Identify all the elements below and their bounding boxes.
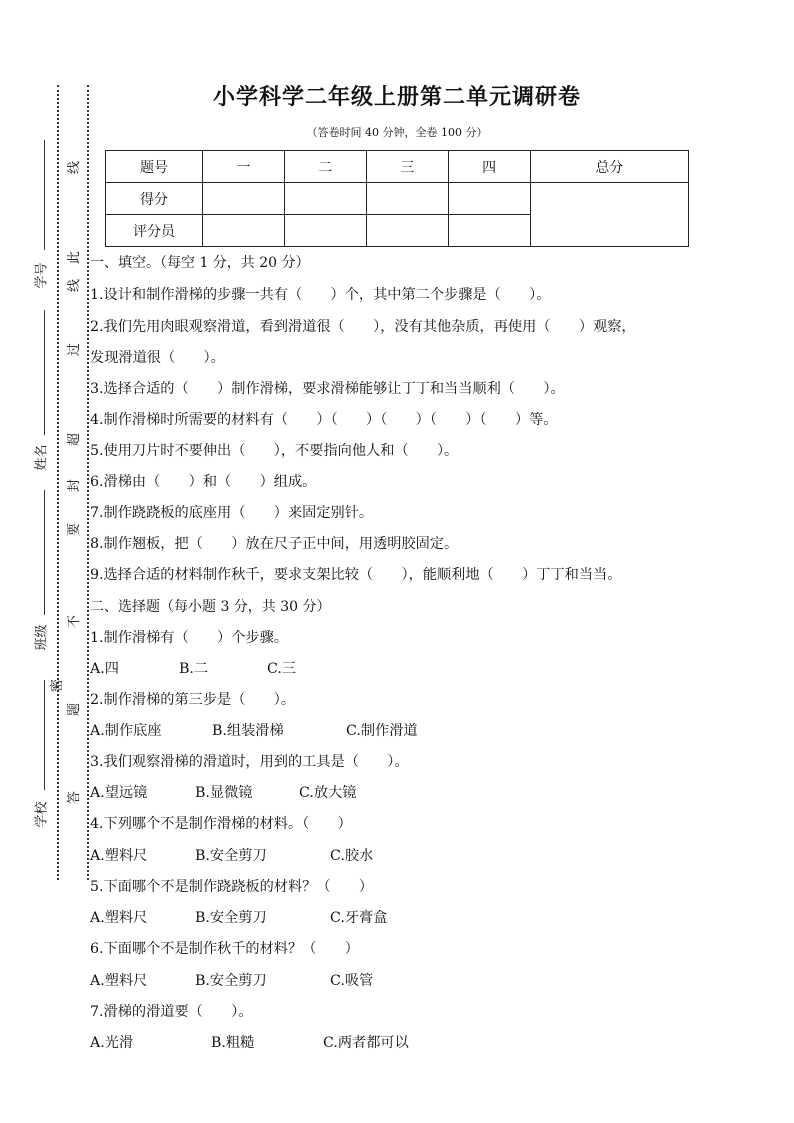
option-a[interactable]: A.望远镜 [90,785,148,801]
question-text: 4.制作滑梯时所需要的材料有（ ）（ ）（ ）（ ）（ ）等。 [90,412,558,428]
option-a[interactable]: A.四 [90,661,119,677]
score-header: 二 [284,151,366,183]
question-text: 3.选择合适的（ ）制作滑梯，要求滑梯能够让丁丁和当当顺利（ ）。 [90,381,565,397]
total-score-cell[interactable] [530,183,688,247]
field-line-class[interactable] [44,490,45,615]
option-b[interactable]: B.安全剪刀 [195,973,267,989]
score-header: 一 [203,151,285,183]
question-stem: 1.制作滑梯有（ ）个步骤。 [90,630,288,646]
score-header: 题号 [106,151,203,183]
field-line-name[interactable] [44,310,45,435]
question-text: 2.我们先用肉眼观察滑道，看到滑道很（ ），没有其他杂质，再使用（ ）观察， [90,319,636,335]
option-a[interactable]: A.塑料尺 [90,973,148,989]
option-b[interactable]: B.安全剪刀 [195,848,267,864]
option-a[interactable]: A.塑料尺 [90,848,148,864]
score-row-label: 得分 [106,183,203,215]
grader-cell[interactable] [448,215,530,247]
page-title: 小学科学二年级上册第二单元调研卷 [212,85,581,110]
score-table [105,150,689,247]
field-label-class: 班级 [34,624,50,651]
exam-info: （答卷时间 40 分钟，全卷 100 分） [306,126,488,139]
option-c[interactable]: C.三 [267,661,297,677]
binding-dotted-line-inner [87,85,89,880]
score-cell[interactable] [366,183,448,215]
question-stem: 4.下列哪个不是制作滑梯的材料。（ ） [90,816,352,832]
option-a[interactable]: A.塑料尺 [90,910,148,926]
question-text: 9.选择合适的材料制作秋千，要求支架比较（ ），能顺利地（ ）丁丁和当当。 [90,567,622,583]
binding-dotted-line-outer [57,85,59,880]
notice-char: 密 [50,678,66,693]
notice-char: 过 [67,342,83,357]
grader-cell[interactable] [284,215,366,247]
grader-cell[interactable] [203,215,285,247]
question-stem: 5.下面哪个不是制作跷跷板的材料？（ ） [90,879,374,895]
question-stem: 7.滑梯的滑道要（ ）。 [90,1004,253,1020]
score-cell[interactable] [203,183,285,215]
notice-char: 要 [67,522,83,537]
option-c[interactable]: C.牙膏盒 [330,910,388,926]
question-text: 发现滑道很（ ）。 [90,350,225,366]
notice-char: 线 [67,278,83,293]
score-header: 总分 [530,151,688,183]
option-b[interactable]: B.粗糙 [211,1035,255,1051]
notice-char: 线 [67,160,83,175]
score-header: 三 [366,151,448,183]
field-line-school[interactable] [44,680,45,790]
question-text: 6.滑梯由（ ）和（ ）组成。 [90,474,317,490]
notice-char: 答 [67,790,83,805]
question-stem: 3.我们观察滑梯的滑道时，用到的工具是（ ）。 [90,754,409,770]
score-cell[interactable] [448,183,530,215]
section-heading-fill-blank: 一、填空。（每空 1 分，共 20 分） [90,255,310,271]
score-header: 四 [448,151,530,183]
score-row-label: 评分员 [106,215,203,247]
option-c[interactable]: C.两者都可以 [323,1035,409,1051]
grader-cell[interactable] [366,215,448,247]
question-text: 7.制作跷跷板的底座用（ ）来固定别针。 [90,505,374,521]
section-heading-multiple-choice: 二、选择题（每小题 3 分，共 30 分） [90,599,331,615]
notice-char: 不 [67,614,83,629]
field-label-student-id: 学号 [34,262,50,289]
notice-char: 封 [67,478,83,493]
option-a[interactable]: A.制作底座 [90,723,162,739]
field-label-name: 姓名 [34,444,50,471]
option-b[interactable]: B.二 [179,661,209,677]
score-cell[interactable] [284,183,366,215]
question-stem: 2.制作滑梯的第三步是（ ）。 [90,692,296,708]
option-c[interactable]: C.吸管 [330,973,374,989]
notice-char: 题 [67,702,83,717]
question-text: 8.制作翘板，把（ ）放在尺子正中间，用透明胶固定。 [90,536,459,552]
notice-char: 此 [67,250,83,265]
option-c[interactable]: C.胶水 [330,848,374,864]
question-text: 1.设计和制作滑梯的步骤一共有（ ）个，其中第二个步骤是（ ）。 [90,287,551,303]
option-c[interactable]: C.放大镜 [299,785,357,801]
field-label-school: 学校 [34,801,50,828]
option-c[interactable]: C.制作滑道 [346,723,418,739]
notice-char: 超 [67,432,83,447]
question-stem: 6.下面哪个不是制作秋千的材料？（ ） [90,941,359,957]
option-a[interactable]: A.光滑 [90,1035,134,1051]
field-line-student-id[interactable] [44,140,45,250]
option-b[interactable]: B.组装滑梯 [212,723,284,739]
option-b[interactable]: B.显微镜 [195,785,253,801]
question-text: 5.使用刀片时不要伸出（ ），不要指向他人和（ ）。 [90,443,459,459]
option-b[interactable]: B.安全剪刀 [195,910,267,926]
